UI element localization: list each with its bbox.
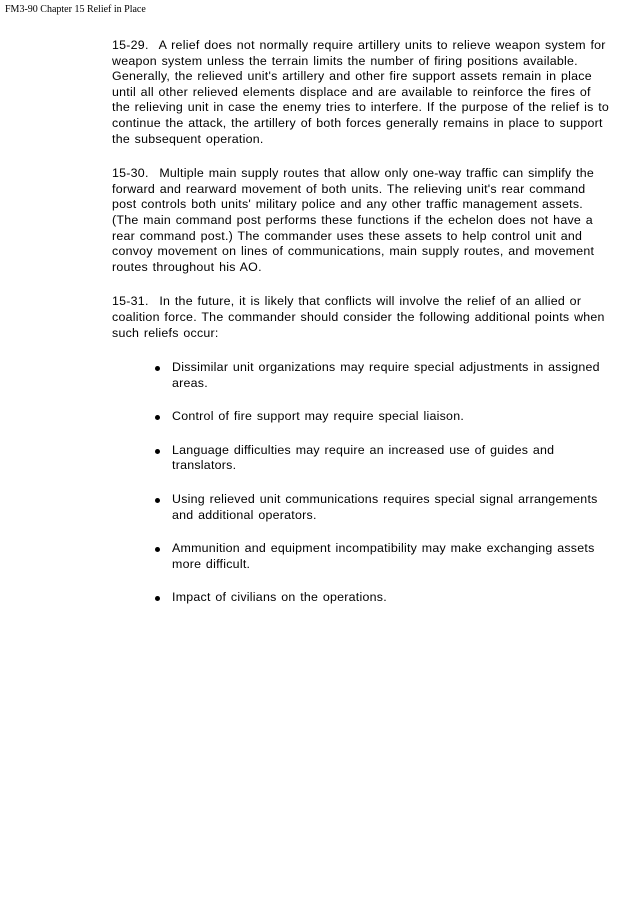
paragraph-text: In the future, it is likely that conflicts will involve the relief of an allied or coalition force. The commander should consider the following additional points when such reliefs occur:: [112, 294, 605, 340]
list-item: [172, 409, 610, 425]
bullet-icon: [155, 449, 160, 454]
list-item: [172, 492, 610, 523]
paragraph-15-30: [112, 166, 610, 275]
list-item-text: Dissimilar unit organizations may require special adjustments in assigned areas.: [172, 360, 600, 390]
paragraph-number: 15-29.: [112, 38, 149, 52]
list-item: [172, 541, 610, 572]
document-body: [112, 38, 610, 624]
list-item-text: Impact of civilians on the operations.: [172, 590, 387, 605]
paragraph-15-29: [112, 38, 610, 147]
list-item-text: Using relieved unit communications requires special signal arrangements and additional operators.: [172, 492, 598, 522]
list-item-text: Language difficulties may require an increased use of guides and translators.: [172, 442, 555, 473]
paragraph-15-31: [112, 294, 610, 341]
bullet-icon: [155, 415, 160, 420]
bullet-icon: [155, 366, 160, 371]
considerations-list: [112, 360, 610, 606]
bullet-icon: [155, 498, 160, 503]
page-header: FM3-90 Chapter 15 Relief in Place: [5, 4, 146, 15]
list-item-text: Control of fire support may require special liaison.: [172, 409, 465, 424]
list-item: [172, 443, 610, 474]
bullet-icon: [155, 547, 160, 552]
list-item: [172, 360, 610, 391]
paragraph-number: 15-31.: [112, 294, 149, 309]
paragraph-number: 15-30.: [112, 166, 149, 181]
list-item: [172, 590, 610, 606]
paragraph-text: A relief does not normally require artillery units to relieve weapon system for weapon system unless the terrain limits the number of firing positions available. Generally, the relieved unit's artillery and other fire support assets remain in place until all other relieved elements displace and are available to reinforce the fires of the relieving unit in case the enemy tries to interfere. If the purpose of the relief is to continue the attack, the artillery of both forces generally remains in place to support the subsequent operation.: [112, 38, 610, 146]
list-item-text: Ammunition and equipment incompatibility may make exchanging assets more difficult.: [172, 541, 595, 571]
bullet-icon: [155, 596, 160, 601]
paragraph-text: Multiple main supply routes that allow only one-way traffic can simplify the forward and rearward movement of both units. The relieving unit's rear command post controls both units' military police and any other traffic management assets. (The main command post performs these functions if the echelon does not have a rear command post.) The commander uses these assets to help control unit and convoy movement on lines of communications, main supply routes, and movement routes throughout his AO.: [112, 166, 595, 274]
